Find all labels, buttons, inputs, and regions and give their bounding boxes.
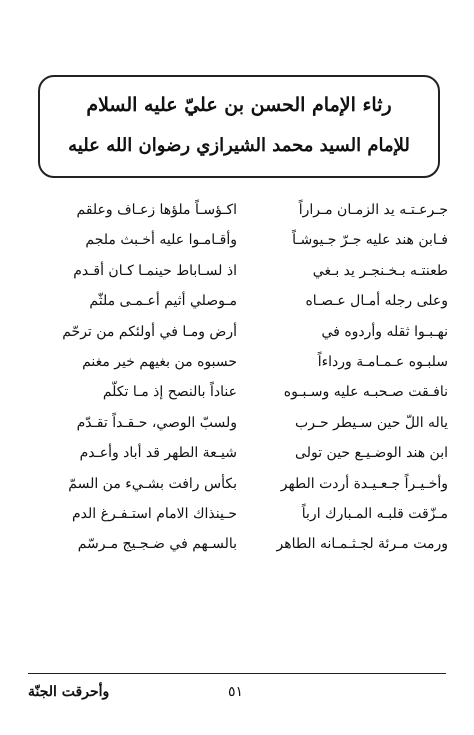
footer-book-title: وأحرقت الجنّة	[28, 684, 110, 700]
verse-first-hemistich: ورمت مـرئة لجـثـمـانه الطاهر	[276, 536, 448, 553]
verse-first-hemistich: ابن هند الوضـيـع حين تولى	[295, 445, 448, 462]
verse-first-hemistich: نهـبـوا ثقله وأردوه في	[321, 323, 448, 340]
verse-first-hemistich: مـزّقت قلبـه المـبارك ارباً	[301, 506, 448, 522]
verse-second-hemistich: حسبوه من بغيهم خير مغنم	[82, 354, 237, 370]
footer-page-number: ٥١	[228, 684, 244, 700]
verse-first-hemistich: فـابن هند عليه جـرّ جـيوشـاً	[292, 232, 448, 249]
verse-row	[0, 476, 474, 506]
verse-first-hemistich: نافـقت صـحبـه عليه وسـبـوه	[283, 384, 448, 401]
verse-second-hemistich: مـوصلي أثيم أعـمـى ملثّم	[89, 293, 237, 310]
verse-second-hemistich: اذ لسـاباط حينمـا كـان أقـدم	[73, 262, 237, 279]
verse-row	[0, 506, 474, 536]
poem-author: للإمام السيد محمد الشيرازي رضوان الله عليه	[68, 135, 410, 156]
verse-row	[0, 354, 474, 384]
verse-second-hemistich: اكـؤسـاً ملؤها زعـاف وعلقم	[76, 202, 237, 218]
verse-second-hemistich: أرض ومـا في أولئكم من ترحّم	[62, 323, 237, 340]
verse-row	[0, 415, 474, 445]
verse-second-hemistich: حـينذاك الامام استـفـرغ الدم	[71, 506, 237, 522]
verse-row	[0, 263, 474, 293]
verse-row	[0, 293, 474, 323]
verse-row	[0, 202, 474, 232]
verse-second-hemistich: عناداً بالنصح إذ مـا تكلّم	[102, 384, 237, 401]
poem-title: رثاء الإمام الحسن بن عليّ عليه السلام	[86, 94, 392, 116]
verse-first-hemistich: وعلى رجله أمـال عـصـاه	[305, 293, 448, 310]
verse-row	[0, 232, 474, 262]
verse-first-hemistich: ياله اللّ حين سـيطر حـرب	[295, 414, 448, 431]
verse-second-hemistich: ولسبّ الوصي، حـقـداً تقـدّم	[76, 414, 237, 431]
verse-row	[0, 536, 474, 566]
verse-second-hemistich: بالسـهم في ضـجـيج مـرسّم	[77, 536, 237, 553]
verse-row	[0, 384, 474, 414]
verse-first-hemistich: سلبـوه عـمـامـة ورداءاً	[317, 354, 448, 370]
verse-first-hemistich: طعنتـه بـخـنجـر يد بـغي	[312, 262, 448, 279]
footer-divider	[28, 673, 446, 674]
title-box	[38, 75, 440, 178]
verse-second-hemistich: شيـعة الطهر قد أباد وأعـدم	[79, 445, 237, 462]
verse-second-hemistich: وأقـامـوا عليه أخـبث ملجم	[85, 232, 237, 249]
verse-first-hemistich: وأخـيـراً جـعـيـدة أردت الطهر	[280, 475, 448, 492]
verse-row	[0, 324, 474, 354]
verse-second-hemistich: بكأس رافت بشـيء من السمّ	[68, 475, 237, 492]
verse-row	[0, 445, 474, 475]
verse-first-hemistich: جـرعـتـه يد الزمـان مـراراً	[298, 202, 448, 218]
